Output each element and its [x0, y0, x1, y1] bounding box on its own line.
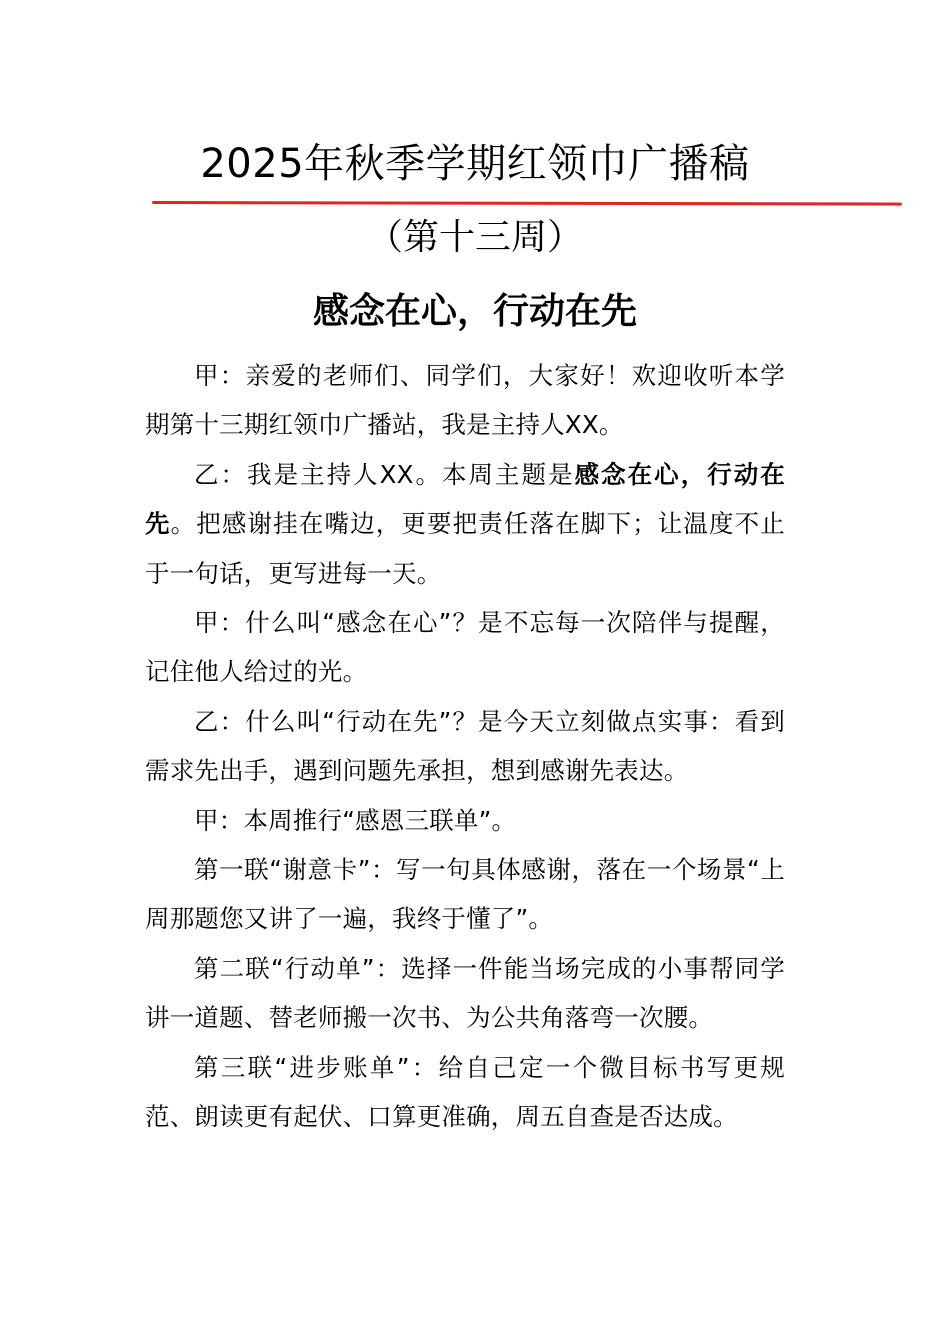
theme-emphasis: 感念在心，行动在先 — [145, 459, 785, 539]
paragraph — [145, 450, 785, 598]
paragraph-text: 。把感谢挂在嘴边，更要把责任落在脚下；让温度不止于一句话，更写进每一天。 — [145, 509, 785, 588]
paragraph: 第一联“谢意卡”：写一句具体感谢，落在一个场景“上周那题您又讲了一遍，我终于懂了”。 — [145, 855, 785, 934]
paragraph-text: 乙：我是主持人XX。本周主题是 — [194, 459, 575, 489]
paragraph: 第三联“进步账单”：给自己定一个微目标书写更规范、朗读更有起伏、口算更准确，周五自查是否达成。 — [145, 1052, 785, 1132]
title-underline — [152, 201, 902, 206]
document-title: 2025年秋季学期红领巾广播稿 — [200, 141, 750, 187]
paragraph: 甲：亲爱的老师们、同学们，大家好！欢迎收听本学期第十三期红领巾广播站，我是主持人XX。 — [145, 361, 785, 440]
document-body — [145, 351, 785, 1142]
paragraph: 乙：什么叫“行动在先”？是今天立刻做点实事：看到需求先出手，遇到问题先承担，想到感谢先表达。 — [145, 706, 785, 786]
theme-heading: 感念在心，行动在先 — [312, 291, 637, 332]
paragraph: 第二联“行动单”：选择一件能当场完成的小事帮同学讲一道题、替老师搬一次书、为公共角落弯一次腰。 — [145, 953, 785, 1033]
document-subtitle: （第十三周） — [366, 217, 583, 258]
paragraph: 甲：本周推行“感恩三联单”。 — [194, 805, 517, 835]
paragraph: 甲：什么叫“感念在心”？是不忘每一次陪伴与提醒，记住他人给过的光。 — [145, 608, 785, 687]
